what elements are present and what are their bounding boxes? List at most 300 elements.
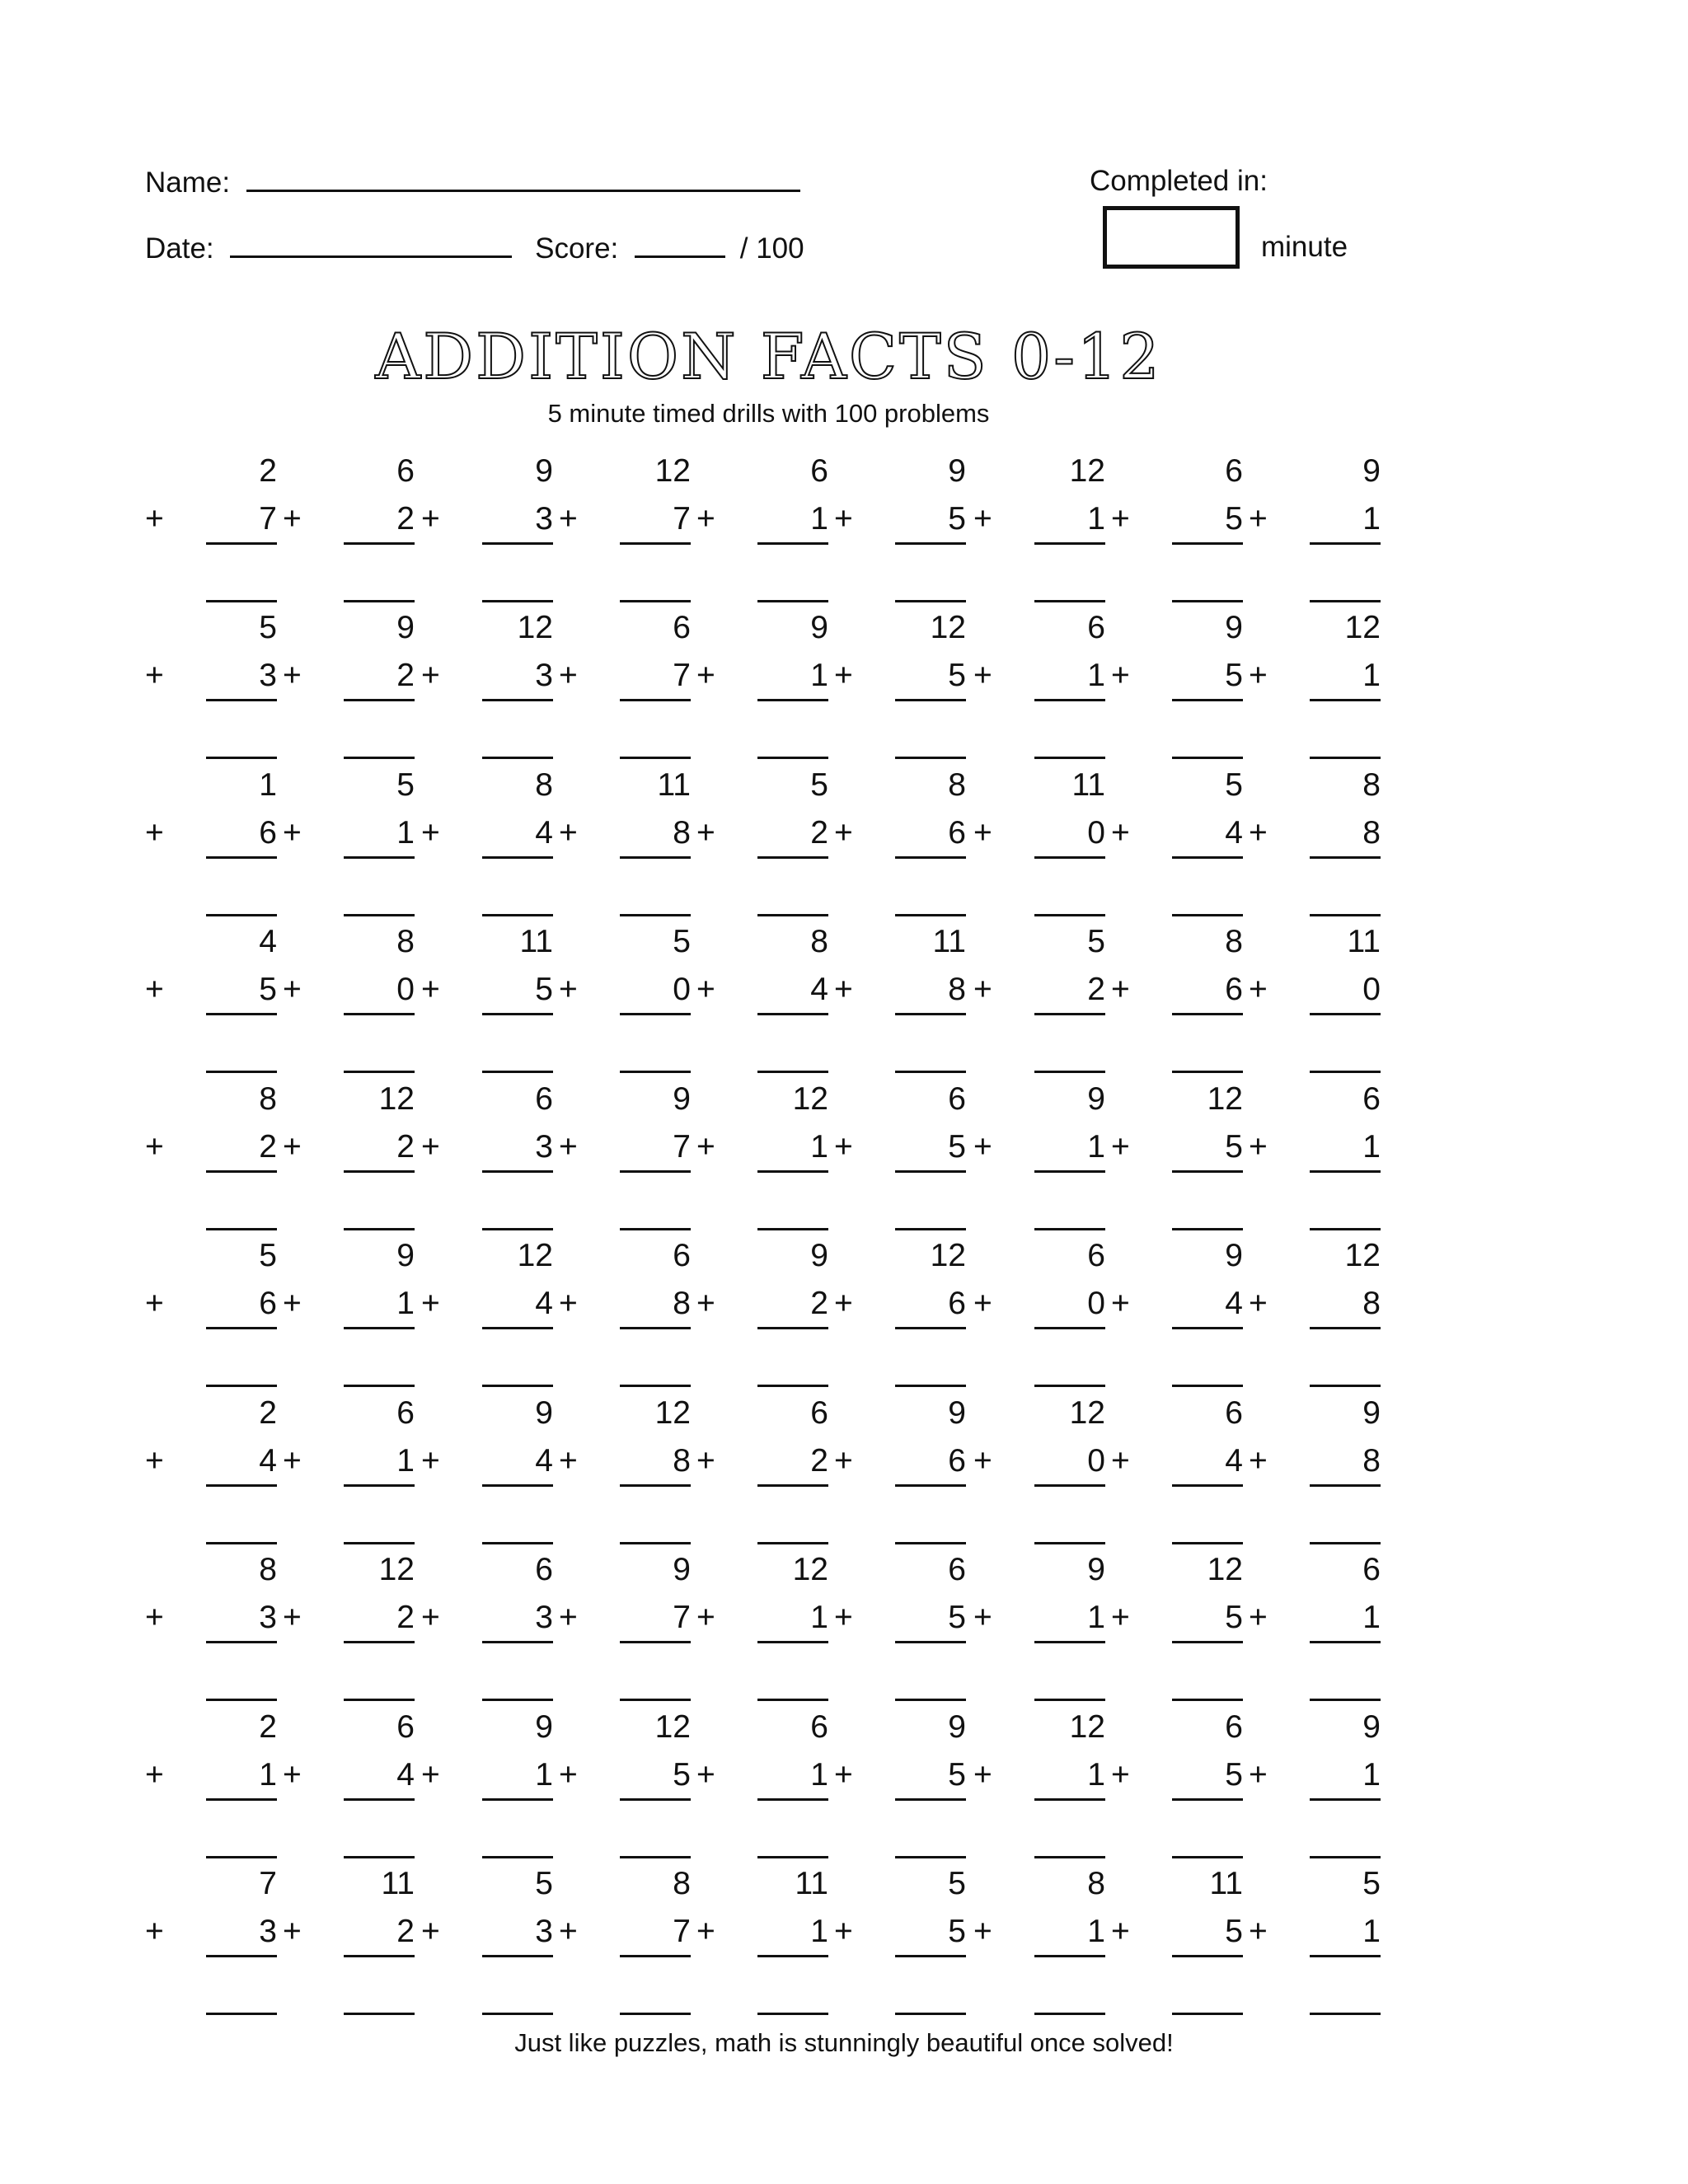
bottom-addend: 2 (396, 1129, 415, 1165)
top-addend: 12 (930, 1238, 966, 1273)
sum-line (620, 1641, 691, 1643)
sum-line (757, 1013, 828, 1015)
top-addend: 12 (654, 1395, 691, 1431)
problem-10-1 (145, 1866, 277, 2014)
sum-line (1310, 1013, 1381, 1015)
top-addend: 6 (810, 1395, 828, 1431)
bottom-addend: 6 (948, 1286, 966, 1321)
sum-line (1172, 1484, 1243, 1487)
answer-blank[interactable] (757, 2013, 828, 2015)
problem-9-7 (973, 1709, 1105, 1858)
plus-sign: + (1249, 501, 1268, 537)
answer-blank[interactable] (1034, 757, 1105, 759)
answer-blank[interactable] (895, 757, 966, 759)
problem-8-7 (973, 1552, 1105, 1700)
plus-sign: + (559, 501, 578, 537)
problem-8-5 (696, 1552, 828, 1700)
answer-blank[interactable] (206, 1856, 277, 1858)
top-addend: 8 (535, 767, 553, 803)
answer-blank[interactable] (1172, 757, 1243, 759)
plus-sign: + (1249, 658, 1268, 693)
answer-blank[interactable] (757, 1856, 828, 1858)
problem-3-1 (145, 767, 277, 916)
answer-blank[interactable] (1034, 1542, 1105, 1544)
plus-sign: + (559, 1600, 578, 1635)
plus-sign: + (421, 1129, 440, 1165)
plus-sign: + (283, 1600, 302, 1635)
top-addend: 6 (535, 1552, 553, 1587)
answer-blank[interactable] (895, 1699, 966, 1701)
answer-blank[interactable] (1172, 1385, 1243, 1387)
sum-line (1310, 1170, 1381, 1173)
problem-8-6 (834, 1552, 966, 1700)
sum-line (344, 542, 415, 545)
sum-line (1172, 1641, 1243, 1643)
bottom-addend: 1 (535, 1757, 553, 1793)
answer-blank[interactable] (206, 757, 277, 759)
bottom-addend: 6 (948, 815, 966, 851)
answer-blank[interactable] (620, 2013, 691, 2015)
top-addend: 12 (1069, 453, 1105, 489)
top-addend: 12 (378, 1552, 415, 1587)
answer-blank[interactable] (1034, 1071, 1105, 1073)
answer-blank[interactable] (482, 1856, 553, 1858)
plus-sign: + (1249, 972, 1268, 1007)
answer-blank[interactable] (344, 1071, 415, 1073)
top-addend: 5 (1362, 1866, 1381, 1901)
answer-blank[interactable] (1172, 1228, 1243, 1230)
bottom-addend: 5 (1225, 1600, 1243, 1635)
problem-7-6 (834, 1395, 966, 1544)
date-field[interactable] (230, 231, 512, 258)
answer-blank[interactable] (1034, 914, 1105, 916)
answer-blank[interactable] (1172, 1542, 1243, 1544)
bottom-addend: 3 (259, 658, 277, 693)
plus-sign: + (421, 1286, 440, 1321)
bottom-addend: 5 (948, 1757, 966, 1793)
bottom-addend: 2 (396, 1914, 415, 1949)
answer-blank[interactable] (1310, 1228, 1381, 1230)
sum-line (1172, 1798, 1243, 1801)
bottom-addend: 6 (259, 1286, 277, 1321)
plus-sign: + (559, 658, 578, 693)
answer-blank[interactable] (482, 1542, 553, 1544)
answer-blank[interactable] (757, 1228, 828, 1230)
sum-line (482, 699, 553, 701)
answer-blank[interactable] (620, 1228, 691, 1230)
answer-blank[interactable] (344, 1228, 415, 1230)
plus-sign: + (145, 815, 164, 851)
answer-blank[interactable] (620, 1699, 691, 1701)
answer-blank[interactable] (620, 914, 691, 916)
bottom-addend: 0 (673, 972, 691, 1007)
answer-blank[interactable] (344, 1856, 415, 1858)
top-addend: 6 (948, 1081, 966, 1117)
name-field[interactable] (246, 165, 800, 192)
top-addend: 9 (1087, 1081, 1105, 1117)
answer-blank[interactable] (757, 1385, 828, 1387)
problem-5-5 (696, 1081, 828, 1230)
plus-sign: + (834, 501, 853, 537)
answer-blank[interactable] (1310, 2013, 1381, 2015)
bottom-addend: 1 (1087, 1600, 1105, 1635)
plus-sign: + (696, 1600, 715, 1635)
problem-8-4 (559, 1552, 691, 1700)
sum-line (344, 699, 415, 701)
plus-sign: + (1111, 501, 1130, 537)
answer-blank[interactable] (482, 1385, 553, 1387)
bottom-addend: 7 (673, 658, 691, 693)
top-addend: 5 (673, 924, 691, 959)
problem-3-2 (283, 767, 415, 916)
top-addend: 9 (948, 1709, 966, 1745)
sum-line (344, 1955, 415, 1957)
bottom-addend: 3 (535, 501, 553, 537)
answer-blank[interactable] (895, 1385, 966, 1387)
problem-6-4 (559, 1238, 691, 1386)
plus-sign: + (421, 501, 440, 537)
answer-blank[interactable] (895, 1228, 966, 1230)
answer-blank[interactable] (1310, 914, 1381, 916)
sum-line (482, 1955, 553, 1957)
answer-blank[interactable] (757, 1542, 828, 1544)
top-addend: 4 (259, 924, 277, 959)
answer-blank[interactable] (206, 914, 277, 916)
sum-line (482, 1798, 553, 1801)
answer-blank[interactable] (1172, 2013, 1243, 2015)
sum-line (1172, 856, 1243, 859)
top-addend: 6 (1087, 610, 1105, 645)
bottom-addend: 5 (673, 1757, 691, 1793)
bottom-addend: 3 (535, 1129, 553, 1165)
top-addend: 5 (1087, 924, 1105, 959)
answer-blank[interactable] (206, 1228, 277, 1230)
problem-1-9 (1249, 453, 1381, 602)
problem-2-2 (283, 610, 415, 758)
problem-2-1 (145, 610, 277, 758)
answer-blank[interactable] (620, 1071, 691, 1073)
bottom-addend: 5 (259, 972, 277, 1007)
answer-blank[interactable] (1034, 1699, 1105, 1701)
sum-line (206, 1484, 277, 1487)
answer-blank[interactable] (1034, 1856, 1105, 1858)
answer-blank[interactable] (1172, 600, 1243, 602)
problem-3-3 (421, 767, 553, 916)
plus-sign: + (559, 1914, 578, 1949)
plus-sign: + (145, 1286, 164, 1321)
sum-line (344, 1641, 415, 1643)
bottom-addend: 1 (810, 658, 828, 693)
answer-blank[interactable] (895, 914, 966, 916)
bottom-addend: 4 (1225, 1443, 1243, 1479)
sum-line (620, 699, 691, 701)
bottom-addend: 6 (1225, 972, 1243, 1007)
top-addend: 12 (1344, 1238, 1381, 1273)
sum-line (895, 1955, 966, 1957)
sum-line (1034, 1798, 1105, 1801)
bottom-addend: 1 (1087, 1757, 1105, 1793)
plus-sign: + (559, 1129, 578, 1165)
problem-7-2 (283, 1395, 415, 1544)
plus-sign: + (834, 1129, 853, 1165)
top-addend: 6 (810, 453, 828, 489)
completed-time-box[interactable] (1103, 206, 1240, 269)
answer-blank[interactable] (757, 600, 828, 602)
answer-blank[interactable] (482, 1699, 553, 1701)
sum-line (895, 1484, 966, 1487)
plus-sign: + (1249, 1129, 1268, 1165)
answer-blank[interactable] (895, 1071, 966, 1073)
sum-line (1172, 542, 1243, 545)
top-addend: 6 (535, 1081, 553, 1117)
top-addend: 12 (1344, 610, 1381, 645)
answer-blank[interactable] (482, 2013, 553, 2015)
top-addend: 9 (1087, 1552, 1105, 1587)
problem-3-4 (559, 767, 691, 916)
answer-blank[interactable] (206, 1071, 277, 1073)
top-addend: 6 (948, 1552, 966, 1587)
sum-line (757, 1798, 828, 1801)
answer-blank[interactable] (895, 600, 966, 602)
plus-sign: + (696, 1286, 715, 1321)
plus-sign: + (973, 815, 992, 851)
problem-5-6 (834, 1081, 966, 1230)
problem-5-9 (1249, 1081, 1381, 1230)
sum-line (1034, 699, 1105, 701)
sum-line (1310, 542, 1381, 545)
top-addend: 8 (673, 1866, 691, 1901)
bottom-addend: 5 (1225, 1914, 1243, 1949)
answer-blank[interactable] (757, 1071, 828, 1073)
answer-blank[interactable] (1172, 1699, 1243, 1701)
answer-blank[interactable] (1172, 1071, 1243, 1073)
score-total: / 100 (739, 232, 804, 265)
problem-9-4 (559, 1709, 691, 1858)
plus-sign: + (1111, 1443, 1130, 1479)
problem-10-5 (696, 1866, 828, 2014)
top-addend: 5 (535, 1866, 553, 1901)
problem-7-1 (145, 1395, 277, 1544)
sum-line (757, 1955, 828, 1957)
bottom-addend: 0 (1087, 815, 1105, 851)
plus-sign: + (696, 1914, 715, 1949)
answer-blank[interactable] (620, 600, 691, 602)
bottom-addend: 5 (1225, 1757, 1243, 1793)
plus-sign: + (559, 1757, 578, 1793)
answer-blank[interactable] (1310, 1856, 1381, 1858)
top-addend: 12 (517, 1238, 553, 1273)
sum-line (757, 1641, 828, 1643)
bottom-addend: 1 (1087, 1914, 1105, 1949)
problem-9-6 (834, 1709, 966, 1858)
answer-blank[interactable] (620, 757, 691, 759)
score-label: Score: (535, 232, 619, 265)
answer-blank[interactable] (206, 1385, 277, 1387)
problem-5-7 (973, 1081, 1105, 1230)
plus-sign: + (559, 1443, 578, 1479)
answer-blank[interactable] (757, 1699, 828, 1701)
answer-blank[interactable] (206, 1699, 277, 1701)
plus-sign: + (834, 1286, 853, 1321)
bottom-addend: 1 (1362, 1129, 1381, 1165)
bottom-addend: 2 (1087, 972, 1105, 1007)
bottom-addend: 7 (673, 501, 691, 537)
plus-sign: + (1111, 658, 1130, 693)
problem-10-3 (421, 1866, 553, 2014)
answer-blank[interactable] (344, 2013, 415, 2015)
problem-4-8 (1111, 924, 1243, 1072)
name-label: Name: (145, 166, 231, 199)
answer-blank[interactable] (1310, 600, 1381, 602)
bottom-addend: 4 (1225, 815, 1243, 851)
problem-6-5 (696, 1238, 828, 1386)
top-addend: 9 (673, 1081, 691, 1117)
bottom-addend: 7 (673, 1600, 691, 1635)
answer-blank[interactable] (1310, 1699, 1381, 1701)
sum-line (1034, 1013, 1105, 1015)
plus-sign: + (1111, 1600, 1130, 1635)
top-addend: 9 (1362, 1709, 1381, 1745)
sum-line (1034, 856, 1105, 859)
answer-blank[interactable] (344, 600, 415, 602)
bottom-addend: 4 (396, 1757, 415, 1793)
answer-blank[interactable] (1310, 1385, 1381, 1387)
plus-sign: + (1249, 815, 1268, 851)
problem-4-6 (834, 924, 966, 1072)
sum-line (620, 1484, 691, 1487)
answer-blank[interactable] (482, 1071, 553, 1073)
answer-blank[interactable] (757, 757, 828, 759)
answer-blank[interactable] (620, 1542, 691, 1544)
answer-blank[interactable] (482, 914, 553, 916)
answer-blank[interactable] (1034, 600, 1105, 602)
score-field[interactable] (635, 231, 725, 258)
answer-blank[interactable] (895, 1856, 966, 1858)
top-addend: 2 (259, 1395, 277, 1431)
plus-sign: + (283, 1443, 302, 1479)
plus-sign: + (1111, 1757, 1130, 1793)
problem-4-7 (973, 924, 1105, 1072)
plus-sign: + (145, 1443, 164, 1479)
answer-blank[interactable] (1034, 1385, 1105, 1387)
bottom-addend: 8 (673, 1443, 691, 1479)
problem-2-7 (973, 610, 1105, 758)
bottom-addend: 1 (259, 1757, 277, 1793)
problem-10-2 (283, 1866, 415, 2014)
plus-sign: + (1111, 1286, 1130, 1321)
top-addend: 11 (519, 924, 553, 959)
sum-line (206, 542, 277, 545)
page-title: ADDITION FACTS 0-12 (375, 320, 1162, 393)
bottom-addend: 5 (535, 972, 553, 1007)
plus-sign: + (421, 1443, 440, 1479)
plus-sign: + (283, 658, 302, 693)
plus-sign: + (1111, 815, 1130, 851)
top-addend: 8 (1225, 924, 1243, 959)
problem-8-3 (421, 1552, 553, 1700)
bottom-addend: 8 (673, 1286, 691, 1321)
top-addend: 9 (948, 1395, 966, 1431)
answer-blank[interactable] (1310, 1071, 1381, 1073)
plus-sign: + (1249, 1757, 1268, 1793)
sum-line (620, 1955, 691, 1957)
problem-7-5 (696, 1395, 828, 1544)
sum-line (344, 1013, 415, 1015)
answer-blank[interactable] (344, 1542, 415, 1544)
answer-blank[interactable] (620, 1385, 691, 1387)
answer-blank[interactable] (482, 600, 553, 602)
answer-blank[interactable] (206, 1542, 277, 1544)
answer-blank[interactable] (344, 914, 415, 916)
answer-blank[interactable] (620, 1856, 691, 1858)
problem-6-2 (283, 1238, 415, 1386)
bottom-addend: 1 (810, 1600, 828, 1635)
sum-line (620, 1327, 691, 1329)
problem-8-9 (1249, 1552, 1381, 1700)
sum-line (482, 1327, 553, 1329)
sum-line (895, 1641, 966, 1643)
answer-blank[interactable] (344, 1385, 415, 1387)
answer-blank[interactable] (1172, 1856, 1243, 1858)
sum-line (1172, 1327, 1243, 1329)
top-addend: 2 (259, 453, 277, 489)
top-addend: 6 (673, 610, 691, 645)
sum-line (206, 1013, 277, 1015)
answer-blank[interactable] (206, 2013, 277, 2015)
answer-blank[interactable] (1310, 1542, 1381, 1544)
bottom-addend: 5 (948, 658, 966, 693)
answer-blank[interactable] (1034, 1228, 1105, 1230)
top-addend: 6 (1225, 453, 1243, 489)
answer-blank[interactable] (482, 1228, 553, 1230)
problem-1-1 (145, 453, 277, 602)
answer-blank[interactable] (344, 1699, 415, 1701)
problem-9-8 (1111, 1709, 1243, 1858)
top-addend: 6 (673, 1238, 691, 1273)
plus-sign: + (696, 1757, 715, 1793)
plus-sign: + (1249, 1914, 1268, 1949)
answer-blank[interactable] (895, 2013, 966, 2015)
bottom-addend: 2 (259, 1129, 277, 1165)
problem-3-6 (834, 767, 966, 916)
plus-sign: + (834, 972, 853, 1007)
bottom-addend: 7 (259, 501, 277, 537)
problem-7-7 (973, 1395, 1105, 1544)
plus-sign: + (145, 1914, 164, 1949)
top-addend: 9 (1362, 453, 1381, 489)
answer-blank[interactable] (344, 757, 415, 759)
sum-line (895, 856, 966, 859)
answer-blank[interactable] (757, 914, 828, 916)
answer-blank[interactable] (206, 600, 277, 602)
bottom-addend: 1 (396, 815, 415, 851)
top-addend: 9 (535, 453, 553, 489)
bottom-addend: 5 (1225, 501, 1243, 537)
problem-4-5 (696, 924, 828, 1072)
plus-sign: + (696, 501, 715, 537)
plus-sign: + (696, 658, 715, 693)
sum-line (1310, 1798, 1381, 1801)
plus-sign: + (973, 658, 992, 693)
answer-blank[interactable] (1034, 2013, 1105, 2015)
top-addend: 12 (1207, 1081, 1243, 1117)
answer-blank[interactable] (1310, 757, 1381, 759)
plus-sign: + (973, 501, 992, 537)
answer-blank[interactable] (895, 1542, 966, 1544)
bottom-addend: 0 (396, 972, 415, 1007)
answer-blank[interactable] (482, 757, 553, 759)
answer-blank[interactable] (1172, 914, 1243, 916)
